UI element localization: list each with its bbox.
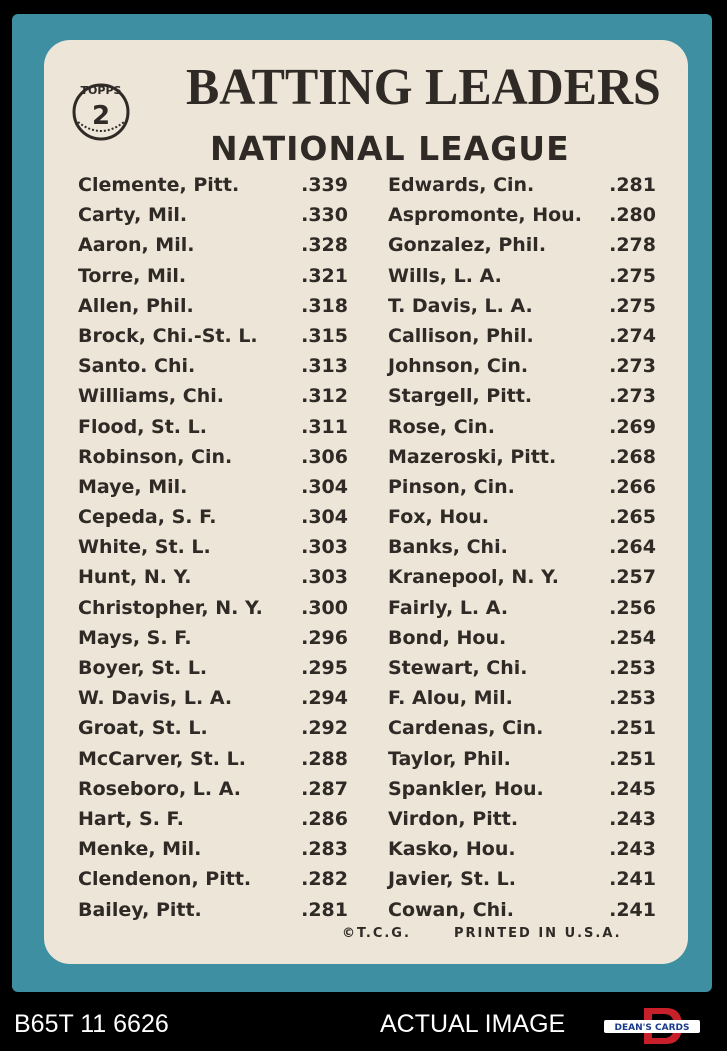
copyright-text: ©T.C.G. [342,926,411,941]
player-name: Williams, Chi. [78,385,224,408]
player-name: Clemente, Pitt. [78,174,240,196]
batting-average: .251 [609,717,656,740]
batting-average: .265 [609,506,656,529]
leader-row [78,472,348,502]
player-name: Robinson, Cin. [78,445,233,468]
leader-row [78,744,348,774]
leader-row [388,683,656,713]
leader-row [78,502,348,532]
leader-row [78,532,348,562]
batting-average: .278 [609,234,656,257]
player-name: F. Alou, Mil. [388,687,513,710]
leader-row [78,683,348,713]
player-name: Virdon, Pitt. [388,807,519,830]
leader-row [388,532,656,562]
leader-row [78,261,348,291]
batting-average: .292 [301,717,348,740]
leader-row [388,834,656,864]
leader-row [388,774,656,804]
player-name: Christopher, N. Y. [78,596,263,619]
leader-row [78,442,348,472]
player-name: Cardenas, Cin. [388,717,544,740]
batting-average: .257 [609,566,656,589]
batting-average: .280 [609,204,656,227]
leader-row [388,321,656,351]
player-name: Carty, Mil. [78,204,188,227]
leader-row [78,804,348,834]
player-name: White, St. L. [78,536,211,559]
player-name: Boyer, St. L. [78,657,208,679]
player-name: Cepeda, S. F. [78,506,217,529]
batting-average: .313 [301,355,348,378]
leader-row [388,412,656,442]
player-name: Stewart, Chi. [388,657,528,679]
player-name: Roseboro, L. A. [78,777,242,800]
topps-logo [72,74,130,144]
leader-row [388,230,656,260]
batting-average: .241 [609,898,656,921]
leader-row [388,472,656,502]
player-name: Hunt, N. Y. [78,566,192,589]
player-name: Callison, Phil. [388,324,534,347]
leader-row [78,895,348,925]
player-name: Banks, Chi. [388,536,508,559]
leader-row [78,412,348,442]
batting-average: .283 [301,838,348,861]
player-name: Javier, St. L. [388,868,517,891]
leader-row [388,261,656,291]
leader-row [388,562,656,592]
player-name: Menke, Mil. [78,838,202,861]
player-name: Stargell, Pitt. [388,385,533,408]
leader-row [388,502,656,532]
leader-row [388,744,656,774]
player-name: Edwards, Cin. [388,174,535,196]
batting-average: .304 [301,506,348,529]
actual-image-label: ACTUAL IMAGE [380,1010,566,1038]
leader-row [78,593,348,623]
leader-row [388,623,656,653]
batting-average: .254 [609,626,656,649]
leader-row [388,291,656,321]
leader-row [388,200,656,230]
leader-row [78,230,348,260]
player-name: Aaron, Mil. [78,234,195,257]
batting-average: .268 [609,445,656,468]
printed-text: PRINTED IN U.S.A. [454,926,622,941]
batting-average: .294 [301,687,348,710]
leader-row [388,804,656,834]
player-name: Pinson, Cin. [388,475,515,498]
batting-average: .303 [301,536,348,559]
player-name: Allen, Phil. [78,294,194,317]
batting-average: .256 [609,596,656,619]
leader-row [78,774,348,804]
leader-row [78,200,348,230]
player-name: Hart, S. F. [78,807,184,830]
batting-average: .312 [301,385,348,408]
leader-row [388,864,656,894]
player-name: Wills, L. A. [388,264,502,287]
leader-row [388,713,656,743]
leader-row [388,351,656,381]
batting-average: .273 [609,355,656,378]
batting-average: .330 [301,204,348,227]
batting-average: .328 [301,234,348,257]
player-name: Bailey, Pitt. [78,898,202,921]
batting-average: .287 [301,777,348,800]
player-name: W. Davis, L. A. [78,687,233,710]
batting-average: .274 [609,324,656,347]
leader-row [78,321,348,351]
batting-average: .266 [609,475,656,498]
player-name: Cowan, Chi. [388,898,514,921]
player-name: Mays, S. F. [78,626,192,649]
leader-row [78,713,348,743]
left-leaders-column [78,170,348,925]
player-name: Fairly, L. A. [388,596,509,619]
player-name: Taylor, Phil. [388,747,511,770]
batting-average: .304 [301,475,348,498]
batting-average: .243 [609,838,656,861]
leader-row [78,834,348,864]
player-name: McCarver, St. L. [78,747,246,770]
batting-average: .288 [301,747,348,770]
batting-average: .321 [301,264,348,287]
player-name: Mazeroski, Pitt. [388,445,557,468]
batting-average: .251 [609,747,656,770]
leader-row [78,381,348,411]
cert-number: B65T 11 6626 [14,1010,169,1038]
card-title: BATTING LEADERS [186,59,661,116]
batting-average: .275 [609,264,656,287]
batting-average: .269 [609,415,656,438]
player-name: Flood, St. L. [78,415,207,438]
player-name: Kasko, Hou. [388,838,516,861]
batting-average: .306 [301,445,348,468]
card-number: 2 [91,101,111,131]
batting-average: .282 [301,868,348,891]
leader-row [388,653,656,683]
right-leaders-column [388,170,656,925]
deans-cards-logo [604,1006,700,1046]
leader-row [78,351,348,381]
batting-average: .243 [609,807,656,830]
leader-row [78,170,348,200]
leader-row [78,623,348,653]
batting-average: .264 [609,536,656,559]
leader-row [78,864,348,894]
batting-average: .300 [301,596,348,619]
batting-average: .339 [301,174,348,196]
player-name: Fox, Hou. [388,506,490,529]
player-name: Johnson, Cin. [388,355,529,378]
batting-average: .296 [301,626,348,649]
batting-average: .318 [301,294,348,317]
card-subtitle: NATIONAL LEAGUE [210,129,570,168]
player-name: Santo. Chi. [78,355,196,378]
batting-average: .281 [609,174,656,196]
batting-average: .241 [609,868,656,891]
player-name: Brock, Chi.-St. L. [78,324,258,347]
player-name: Kranepool, N. Y. [388,566,559,589]
player-name: Rose, Cin. [388,415,495,438]
player-name: T. Davis, L. A. [388,294,533,317]
player-name: Clendenon, Pitt. [78,868,252,891]
leader-row [78,562,348,592]
leader-row [78,653,348,683]
leader-row [78,291,348,321]
player-name: Gonzalez, Phil. [388,234,547,257]
svg-text:DEAN'S CARDS: DEAN'S CARDS [614,1023,690,1033]
batting-average: .281 [301,898,348,921]
leader-row [388,442,656,472]
player-name: Maye, Mil. [78,475,188,498]
batting-average: .275 [609,294,656,317]
logo-brand-text: TOPPS [80,84,122,97]
player-name: Bond, Hou. [388,626,507,649]
player-name: Torre, Mil. [78,264,187,287]
batting-average: .273 [609,385,656,408]
leader-row [388,381,656,411]
player-name: Groat, St. L. [78,717,208,740]
batting-average: .286 [301,807,348,830]
leader-row [388,895,656,925]
batting-average: .295 [301,657,348,679]
leader-row [388,170,656,200]
batting-average: .315 [301,324,348,347]
batting-average: .311 [301,415,348,438]
leader-row [388,593,656,623]
batting-average: .303 [301,566,348,589]
player-name: Aspromonte, Hou. [388,204,582,227]
batting-average: .245 [609,777,656,800]
batting-average: .253 [609,687,656,710]
player-name: Spankler, Hou. [388,777,544,800]
batting-average: .253 [609,657,656,679]
